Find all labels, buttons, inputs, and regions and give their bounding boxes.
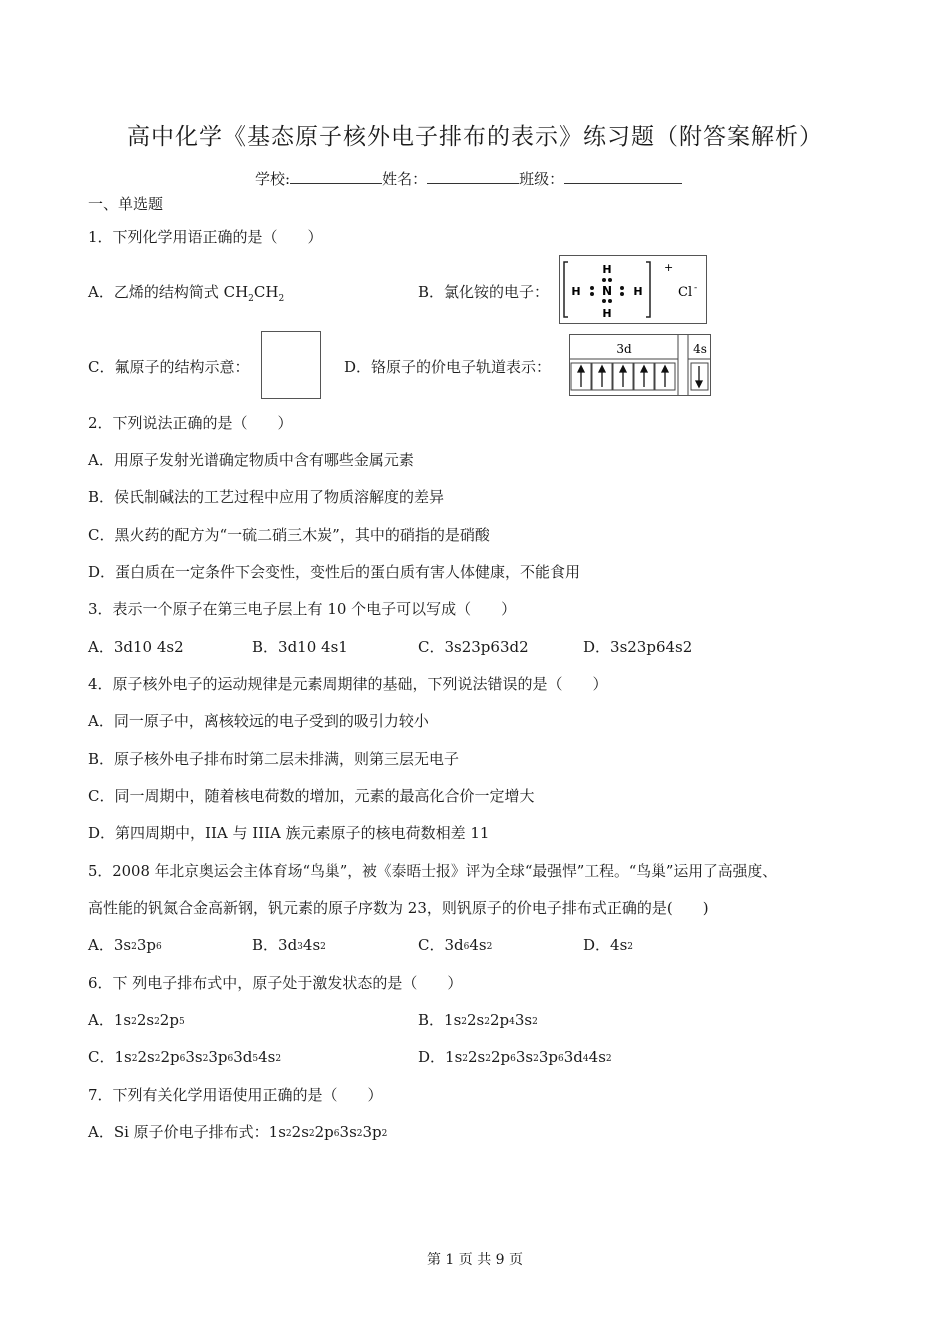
q4-option-b: B．原子核外电子排布时第二层未排满，则第三层无电子	[88, 750, 460, 768]
q3-stem: 3．表示一个原子在第三电子层上有 10 个电子可以写成（ ）	[88, 600, 517, 618]
q4-option-a: A．同一原子中，离核较远的电子受到的吸引力较小	[88, 712, 429, 730]
q4-stem: 4．原子核外电子的运动规律是元素周期律的基础，下列说法错误的是（ ）	[88, 675, 608, 693]
page-footer: 第 1 页 共 9 页	[426, 1252, 524, 1268]
q6-option-d: D．1s22s22p63s23p63d44s2	[418, 1048, 612, 1066]
plus-charge: +	[664, 261, 674, 274]
q5-option-a: A．3s23p6	[88, 936, 162, 954]
q4-option-d: D．第四周期中，IIA 与 IIIA 族元素原子的核电荷数相差 11	[88, 824, 490, 842]
q5-option-d: D．4s2	[583, 936, 634, 954]
fluorine-structure-diagram	[261, 331, 321, 399]
h-left: H	[571, 285, 581, 298]
q3-option-b: B．3d10 4s1	[252, 638, 348, 656]
school-label: 学校:	[255, 170, 291, 188]
q4-option-c: C．同一周期中，随着核电荷数的增加，元素的最高化合价一定增大	[88, 787, 535, 805]
student-info	[255, 168, 682, 189]
chloride-ion: Cl	[678, 285, 693, 300]
h-right: H	[633, 285, 643, 298]
minus-charge: -	[694, 283, 698, 293]
q1-option-b: B．氯化铵的电子：	[418, 283, 550, 301]
q7-stem: 7．下列有关化学用语使用正确的是（ ）	[88, 1086, 383, 1104]
q2-option-a: A．用原子发射光谱确定物质中含有哪些金属元素	[88, 451, 414, 469]
q3-option-d: D．3s23p64s2	[583, 638, 693, 656]
n-atom: N	[601, 284, 613, 298]
class-blank	[564, 169, 682, 184]
section-heading: 一、单选题	[88, 195, 164, 213]
q2-option-b: B．侯氏制碱法的工艺过程中应用了物质溶解度的差异	[88, 488, 445, 506]
q1-stem: 1．下列化学用语正确的是（ ）	[88, 228, 323, 246]
q2-option-c: C．黑火药的配方为“一硫二硝三木炭”，其中的硝指的是硝酸	[88, 526, 490, 544]
q1-option-c: C．氟原子的结构示意：	[88, 358, 250, 376]
q1-option-a: A．乙烯的结构简式 $CH_2CH_2$	[88, 283, 285, 304]
h-top: H	[602, 263, 612, 276]
q2-option-d: D．蛋白质在一定条件下会变性，变性后的蛋白质有害人体健康，不能食用	[88, 563, 581, 581]
label-3d: 3d	[616, 342, 632, 356]
orbital-boxes	[570, 335, 710, 395]
q6-stem: 6．下 列电子排布式中，原子处于激发状态的是（ ）	[88, 974, 463, 992]
chromium-orbital-diagram	[569, 334, 711, 396]
q5-option-b: B．3d34s2	[252, 936, 326, 954]
q3-option-a: A．3d10 4s2	[88, 638, 184, 656]
name-label: 姓名：	[382, 170, 428, 188]
q7-option-a: A．Si 原子价电子排布式：1s22s22p63s23p2	[88, 1123, 388, 1141]
q1-option-d: D．铬原子的价电子轨道表示：	[344, 358, 552, 376]
h-bottom: H	[602, 307, 612, 320]
name-blank	[427, 169, 519, 184]
school-blank	[290, 169, 382, 184]
q6-option-c: C．1s22s22p63s23p63d54s2	[88, 1048, 282, 1066]
label-4s: 4s	[693, 342, 707, 356]
q5-stem-line2: 高性能的钒氮合金高新钢，钒元素的原子序数为 23，则钒原子的价电子排布式正确的是( )	[88, 899, 709, 917]
ammonium-chloride-electron-diagram	[559, 255, 707, 324]
class-label: 班级：	[519, 170, 565, 188]
q6-option-a: A．1s22s22p5	[88, 1011, 185, 1029]
q2-stem: 2．下列说法正确的是（ ）	[88, 414, 293, 432]
q5-stem-line1: 5．2008 年北京奥运会主体育场“鸟巢”，被《泰晤士报》评为全球“最强悍”工程。“鸟巢”运用了高强度、	[88, 863, 778, 880]
q5-option-c: C．3d64s2	[418, 936, 493, 954]
q6-option-b: B．1s22s22p43s2	[418, 1011, 538, 1029]
page-title: 高中化学《基态原子核外电子排布的表示》练习题（附答案解析）	[127, 124, 823, 150]
electron-dot-diagram	[560, 256, 706, 323]
q3-option-c: C．3s23p63d2	[418, 638, 529, 656]
